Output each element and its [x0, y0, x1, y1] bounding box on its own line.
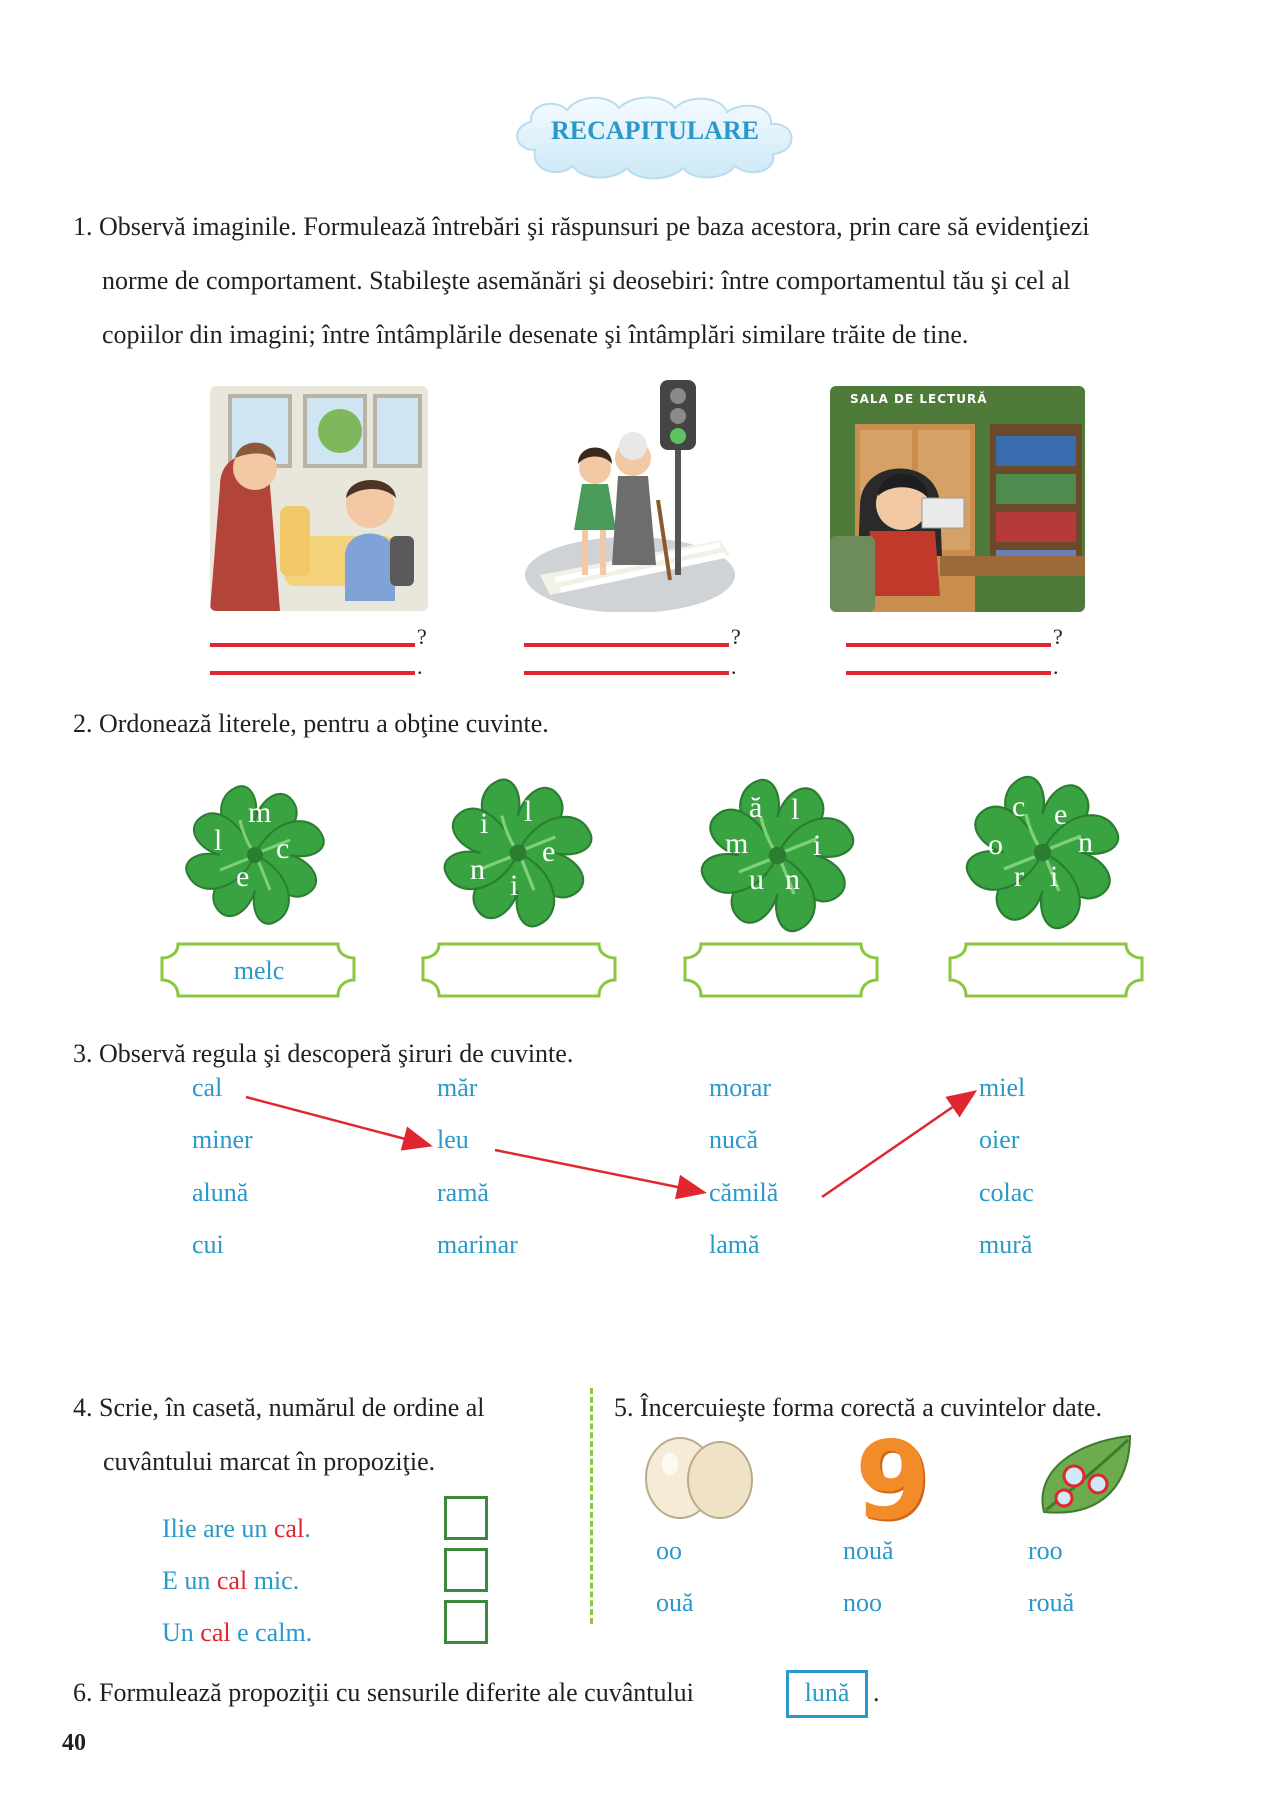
word-camila: cămilă: [709, 1178, 779, 1207]
sentence-2-marked: cal: [216, 1566, 248, 1595]
word-morar: morar: [709, 1073, 772, 1102]
task-5-instructions: 5. Încercuieşte forma corectă a cuvintelor date.: [614, 1393, 1102, 1422]
clover-3-letter-5: u: [749, 863, 764, 896]
answer-box-1[interactable]: [444, 1496, 488, 1540]
clover-2-letter-2: l: [524, 795, 533, 828]
reading-room-sign: SALA DE LECTURĂ: [850, 392, 988, 406]
clover-3-letter-4: i: [813, 829, 822, 862]
sentence-2: [162, 1566, 299, 1596]
arrow-leu-camila: [495, 1150, 702, 1192]
task-2-instructions: 2. Ordonează literele, pentru a obţine cuvinte.: [73, 709, 549, 738]
sentence-3-marked: cal: [200, 1618, 231, 1647]
clover-3-letter-1: ă: [749, 791, 763, 824]
sentence-2-before: E un: [162, 1566, 217, 1595]
task-3-instructions: 3. Observă regula şi descoperă şiruri de cuvinte.: [73, 1039, 574, 1068]
clover-2-letter-1: i: [480, 807, 489, 840]
word-miner: miner: [192, 1125, 253, 1154]
word-cui: cui: [192, 1230, 224, 1259]
word-lama: lamă: [709, 1230, 760, 1259]
clover-1-letter-2: l: [214, 824, 223, 857]
word-aluna: alună: [192, 1178, 249, 1207]
clover-4-letter-3: o: [988, 828, 1003, 861]
word-leu: leu: [437, 1125, 469, 1154]
task-6-instructions: [73, 1666, 694, 1720]
word-mura: mură: [979, 1230, 1033, 1259]
task-6-text: 6. Formulează propoziţii cu sensurile diferite ale cuvântului: [73, 1678, 694, 1707]
task-4-line-1: 4. Scrie, în casetă, numărul de ordine al: [73, 1393, 485, 1422]
sentence-1-marked: cal: [273, 1514, 305, 1543]
column-divider: [590, 1388, 593, 1624]
arrow-cal-leu: [246, 1097, 428, 1145]
clover-4-letter-4: n: [1078, 826, 1093, 859]
sentence-2-after: mic.: [247, 1566, 300, 1595]
clover-4-letter-1: c: [1012, 790, 1026, 823]
word-box-luna: [786, 1670, 868, 1718]
question-mark-2: ?: [731, 624, 741, 649]
clover-3-letter-3: m: [725, 827, 749, 860]
nine-image: [855, 1419, 931, 1544]
eggs-image: [640, 1434, 758, 1520]
clover-2-letter-5: i: [510, 869, 519, 902]
arrow-camila-miel: [822, 1093, 973, 1197]
option-oo[interactable]: oo: [656, 1536, 682, 1565]
task-6-end: .: [873, 1678, 880, 1707]
word-miel: miel: [979, 1073, 1026, 1102]
period-1: .: [417, 654, 423, 679]
period-3: .: [1053, 654, 1059, 679]
option-noo[interactable]: noo: [843, 1588, 882, 1617]
word-mar: măr: [437, 1073, 478, 1102]
task-1-line-1: 1. Observă imaginile. Formulează întrebări şi răspunsuri pe baza acestora, prin care să evidenţiezi: [73, 212, 1090, 241]
sentence-3-before: Un: [162, 1618, 201, 1647]
question-mark-3: ?: [1053, 624, 1063, 649]
answer-frame-1-text: melc: [233, 956, 285, 985]
page-number: 40: [62, 1730, 86, 1756]
option-noua[interactable]: nouă: [843, 1536, 894, 1565]
clover-3-letter-2: l: [791, 793, 800, 826]
option-roua[interactable]: rouă: [1028, 1588, 1075, 1617]
sentence-3-after: e calm.: [230, 1618, 313, 1647]
sentence-1-after: .: [304, 1514, 311, 1543]
task-1-line-3: copiilor din imagini; între întâmplările desenate şi întâmplări similare trăite de tine.: [102, 320, 969, 349]
clover-3-letter-6: n: [785, 863, 800, 896]
clover-4-letter-2: e: [1054, 798, 1068, 831]
sentence-3: [162, 1618, 312, 1648]
clover-2-letter-3: e: [542, 835, 556, 868]
clover-4-letter-5: r: [1014, 860, 1024, 893]
word-colac: colac: [979, 1178, 1034, 1207]
word-marinar: marinar: [437, 1230, 518, 1259]
word-oier: oier: [979, 1125, 1020, 1154]
word-box-luna-text: lună: [804, 1678, 850, 1707]
task-4-instructions: [73, 1381, 485, 1489]
sentence-1-before: Ilie are un: [162, 1514, 274, 1543]
clover-4-letter-6: i: [1050, 860, 1059, 893]
clover-1-letter-4: e: [236, 860, 250, 893]
task-1-line-2: norme de comportament. Stabileşte asemănări şi deosebiri: între comportamentul tău şi cel al: [102, 266, 1071, 295]
dew-leaf-image: [1034, 1432, 1138, 1524]
word-nuca: nucă: [709, 1125, 759, 1154]
answer-box-2[interactable]: [444, 1548, 488, 1592]
nine-digit: 9: [855, 1419, 931, 1544]
word-rama: ramă: [437, 1178, 489, 1207]
period-2: .: [731, 654, 737, 679]
sentence-1: [162, 1514, 311, 1544]
task-4-line-2: cuvântului marcat în propoziţie.: [103, 1447, 436, 1476]
clover-2-letter-4: n: [470, 853, 485, 886]
answer-box-3[interactable]: [444, 1600, 488, 1644]
option-roo[interactable]: roo: [1028, 1536, 1063, 1565]
page-title: RECAPITULARE: [550, 116, 760, 145]
question-mark-1: ?: [417, 624, 427, 649]
word-cal: cal: [192, 1073, 223, 1102]
clover-1-letter-3: c: [276, 832, 290, 865]
option-oua[interactable]: ouă: [656, 1588, 694, 1617]
clover-1-letter-1: m: [248, 796, 272, 829]
